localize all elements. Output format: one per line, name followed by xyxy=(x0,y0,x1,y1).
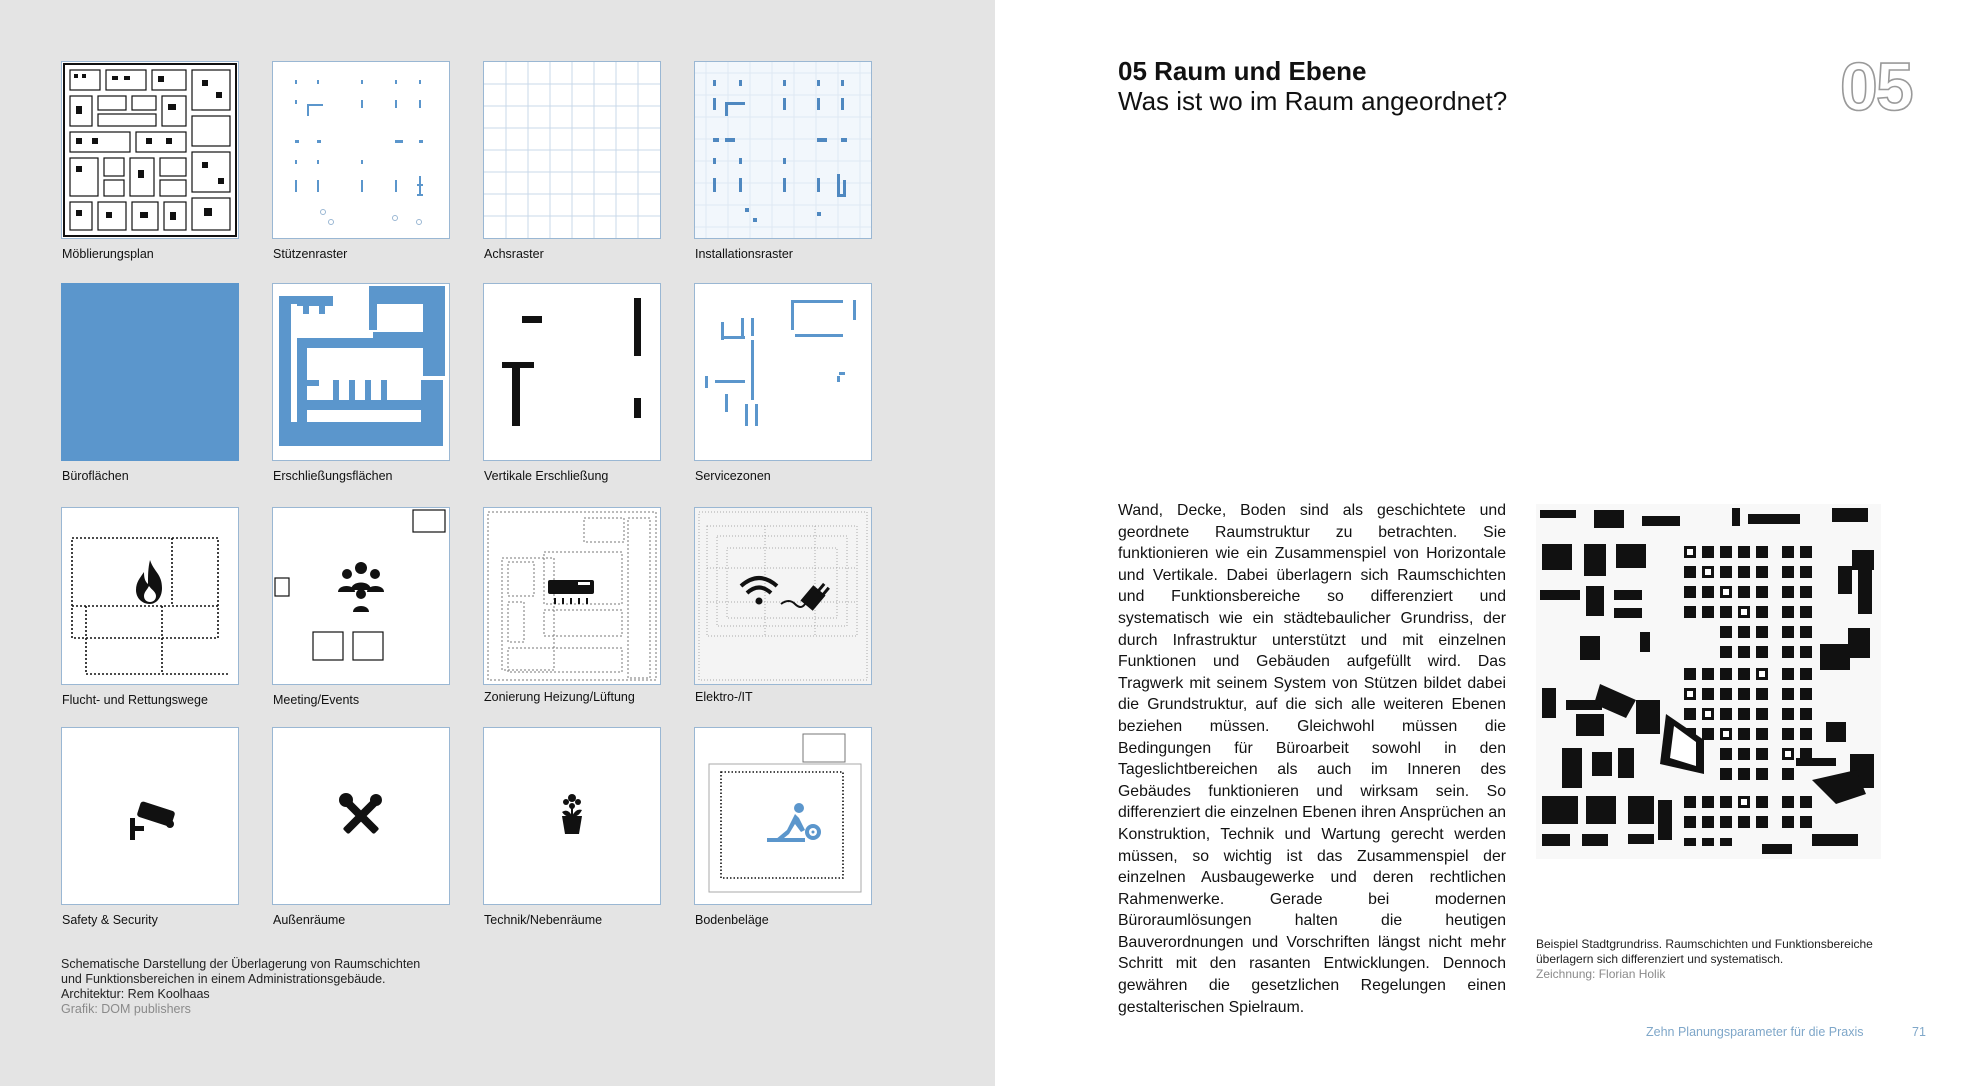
body-text: Wand, Decke, Boden sind als geschichtete und geordnete Raumstruktur zu betrachten. Sie funktionieren wie ein Zusammenspiel von Horizontale und Vertikale. Dabei überlagern sich Raumschichten und Funktionsbereiche so differenziert und systematisch wie ein städtebaulicher Grundriss, der durch Infrastruktur unterstützt und mit einzelnen Funktionen und Gebäuden aufgefüllt wird. Das Tragwerk mit seinem System von Stützen bildet dabei die Grundstruktur, auf die sich alle weiteren Ebenen beziehen müssen. Gleichwohl müssen die Bedingungen für Büroarbeit sowohl in den Tageslichtbereichen als auch im Inneren des Gebäudes funktionieren und wirksam sein. So differenziert die einzelnen Ebenen ihren Ansprüchen an Konstruktion, Technik und Wartung gerecht werden müssen, so wichtig ist das Zusammenspiel der einzelnen Ausbaugewerke und deren rechtlichen Rahmenwerke. Gerade bei modernen Büroraumlösungen halten die heutigen Bauverordnungen und Vorschriften längst nicht mehr Schritt mit den rasanten Entwicklungen. Dennoch gewähren die gesetzlichen Regelungen einen gestalterischen Spielraum. xyxy=(1118,502,1506,1016)
caption-line: überlagern sich differenziert und systematisch. xyxy=(1536,952,1784,966)
city-plan-figure xyxy=(1536,504,1881,859)
plant-icon xyxy=(562,794,582,834)
chapter-subheading: Was ist wo im Raum angeordnet? xyxy=(1118,86,1508,116)
tile-label: Installationsraster xyxy=(695,247,793,261)
tile-vertical-circulation xyxy=(483,283,661,461)
tile-escape-routes xyxy=(61,507,239,685)
tile-label: Vertikale Erschließung xyxy=(484,469,609,483)
tile-circulation-area xyxy=(272,283,450,461)
tile-label: Achsraster xyxy=(484,247,544,261)
tile-label: Stützenraster xyxy=(273,247,348,261)
tile-label: Safety & Security xyxy=(62,913,158,927)
page-number: 71 xyxy=(1912,1025,1926,1039)
tile-label: Flucht- und Rettungswege xyxy=(62,693,208,707)
tile-column-grid xyxy=(272,61,450,239)
caption-line: Architektur: Rem Koolhaas xyxy=(61,987,210,1001)
tile-outdoor-spaces xyxy=(272,727,450,905)
running-footer: Zehn Planungsparameter für die Praxis xyxy=(1646,1025,1864,1039)
tile-service-zones xyxy=(694,283,872,461)
tile-floor-coverings xyxy=(694,727,872,905)
caption-line: Beispiel Stadtgrundriss. Raumschichten und Funktionsbereiche xyxy=(1536,937,1873,951)
people-icon xyxy=(338,562,384,612)
tile-electro-it xyxy=(694,507,872,685)
tile-axis-grid xyxy=(483,61,661,239)
tile-office-area xyxy=(61,283,239,461)
tile-label: Meeting/Events xyxy=(273,693,360,707)
tile-label: Möblierungsplan xyxy=(62,247,154,261)
tile-installation-grid xyxy=(694,61,872,239)
caption-credit: Grafik: DOM publishers xyxy=(61,1002,191,1016)
wifi-plug-icon xyxy=(741,578,830,611)
tile-label: Bodenbeläge xyxy=(695,913,769,927)
tile-safety-security xyxy=(61,727,239,905)
chapter-number: 05 xyxy=(1840,49,1912,125)
tile-label: Außenräume xyxy=(273,913,346,927)
tile-label: Erschließungsflächen xyxy=(273,469,393,483)
fire-icon xyxy=(136,560,162,604)
chapter-heading: 05 Raum und Ebene xyxy=(1118,56,1367,86)
caption-line: Schematische Darstellung der Überlagerung von Raumschichten xyxy=(61,957,421,971)
tile-label: Büroflächen xyxy=(62,469,129,483)
tile-heating-ventilation xyxy=(483,507,661,685)
tile-label: Technik/Nebenräume xyxy=(484,913,603,927)
air-conditioner-icon xyxy=(548,580,594,604)
caption-line: und Funktionsbereichen in einem Administrationsgebäude. xyxy=(61,972,386,986)
tile-label: Elektro-/IT xyxy=(695,690,753,704)
tile-label: Servicezonen xyxy=(695,469,771,483)
tile-technical-rooms xyxy=(483,727,661,905)
city-plan-caption xyxy=(1536,937,1916,982)
carpet-roll-icon xyxy=(767,803,821,842)
tile-furniture-plan xyxy=(61,61,239,239)
tools-icon xyxy=(339,793,382,834)
tile-label: Zonierung Heizung/Lüftung xyxy=(484,690,635,704)
camera-icon xyxy=(130,801,176,840)
tile-meeting-events xyxy=(272,507,450,685)
caption-credit: Zeichnung: Florian Holik xyxy=(1536,967,1666,981)
figure-caption xyxy=(61,957,420,1017)
